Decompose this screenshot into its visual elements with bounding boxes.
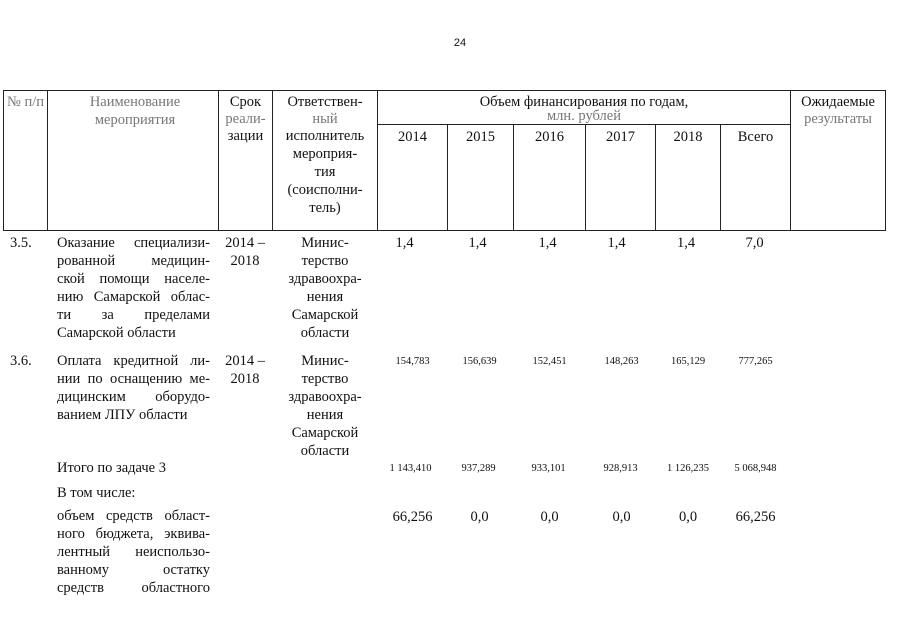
- row-3-6-2018: 165,129: [670, 356, 706, 367]
- regional-budget-name: объем средств област- ного бюджета, эквива- лентный неиспользо- ванному остатку средств областного: [57, 508, 210, 596]
- header-resp-rest: исполнитель мероприя- тия (соисполни- тель): [285, 128, 365, 216]
- row-3-5-name: Оказание специализи- рованной медицин- ской помощи населе- нию Самарской облас- ти за пределами Самарской области: [57, 235, 210, 341]
- header-funding-unit: млн. рублей: [547, 108, 621, 124]
- total-2018: 1 126,235: [667, 463, 709, 474]
- header-year-2017: 2017: [606, 129, 635, 145]
- regional-total: 66,256: [735, 509, 776, 525]
- including-label: В том числе:: [57, 485, 136, 501]
- row-3-6-2016: 152,451: [532, 356, 567, 367]
- header-year-2018: 2018: [673, 129, 703, 145]
- header-year-2016: 2016: [535, 129, 564, 145]
- row-3-5-2014: 1,4: [395, 235, 414, 251]
- regional-2015: 0,0: [470, 509, 489, 525]
- row-3-6-term: 2014 – 2018: [225, 353, 265, 387]
- header-term-bot: зации: [227, 128, 264, 144]
- total-2014: 1 143,410: [389, 463, 432, 474]
- row-3-6-total: 777,265: [738, 356, 773, 367]
- total-label: Итого по задаче 3: [57, 460, 166, 476]
- row-3-5-2018: 1,4: [676, 235, 696, 251]
- regional-2018: 0,0: [678, 509, 698, 525]
- regional-2014: 66,256: [392, 509, 433, 525]
- row-3-5-num: 3.5.: [10, 235, 32, 251]
- row-3-6-num: 3.6.: [10, 353, 32, 369]
- header-num: № п/п: [6, 94, 44, 110]
- regional-2017: 0,0: [612, 509, 631, 525]
- total-2016: 933,101: [531, 463, 566, 474]
- row-3-6-2015: 156,639: [462, 356, 497, 367]
- header-resp-top: Ответствен-: [287, 94, 363, 110]
- header-name: Наименование мероприятия: [89, 94, 181, 128]
- row-3-5-responsible: Минис- терство здравоохра- нения Самарской области: [288, 235, 362, 341]
- row-3-6-responsible: Минис- терство здравоохра- нения Самарской области: [288, 353, 362, 459]
- row-3-5-total: 7,0: [745, 235, 764, 251]
- total-2017: 928,913: [603, 463, 638, 474]
- row-3-5-term: 2014 – 2018: [225, 235, 265, 269]
- header-term-mid: реали-: [225, 111, 266, 127]
- row-3-5-2017: 1,4: [607, 235, 626, 251]
- row-3-6-2017: 148,263: [604, 356, 639, 367]
- header-year-2014: 2014: [398, 129, 427, 145]
- page-number: 24: [453, 37, 467, 49]
- header-term-top: Срок: [229, 94, 262, 110]
- header-year-2015: 2015: [466, 129, 495, 145]
- total-2015: 937,289: [461, 463, 496, 474]
- row-3-5-2016: 1,4: [538, 235, 557, 251]
- row-3-6-2014: 154,783: [395, 356, 430, 367]
- regional-2016: 0,0: [540, 509, 559, 525]
- total-all: 5 068,948: [734, 463, 777, 474]
- header-results-1: Ожидаемые: [801, 94, 875, 110]
- header-funding-title: Объем финансирования по годам,: [479, 94, 689, 110]
- header-resp-mid: ный: [312, 111, 338, 127]
- row-3-5-2015: 1,4: [468, 235, 487, 251]
- row-3-6-name: Оплата кредитной ли- нии по оснащению ме- дицинским оборудо- ванием ЛПУ области: [57, 353, 210, 423]
- header-results-2: результаты: [804, 111, 872, 127]
- header-total: Всего: [737, 129, 774, 145]
